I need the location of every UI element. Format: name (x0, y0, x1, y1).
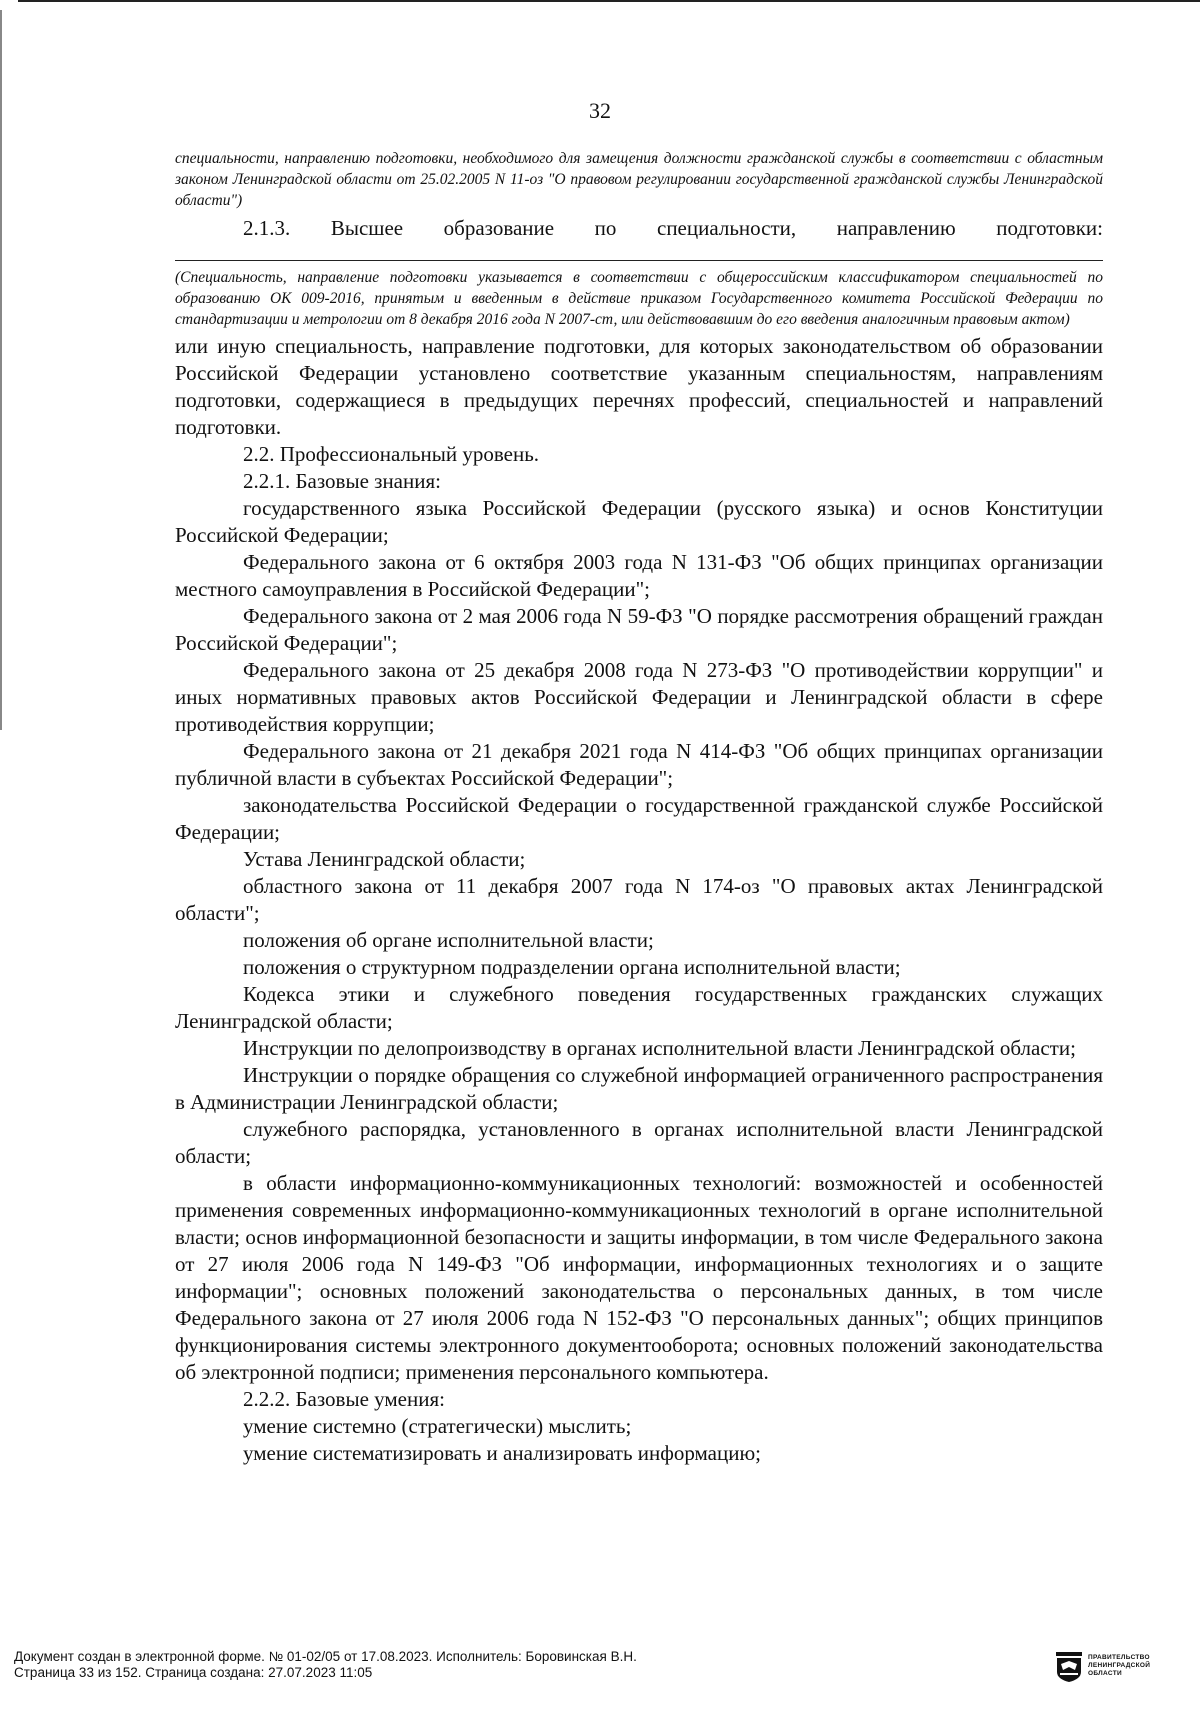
fill-in-line (175, 242, 1103, 261)
list-item: положения о структурном подразделении органа исполнительной власти; (243, 955, 901, 979)
list-item: Федерального закона от 2 мая 2006 года N 59-ФЗ "О порядке рассмотрения обращений граждан Российской Федерации"; (175, 604, 1103, 655)
top-border-line (18, 0, 1200, 2)
list-item: Федерального закона от 21 декабря 2021 года N 414-ФЗ "Об общих принципах организации публичной власти в субъектах Российской Федерации"; (175, 739, 1103, 790)
list-item: служебного распорядка, установленного в органах исполнительной власти Ленинградской области; (175, 1117, 1103, 1168)
government-logo (1056, 1652, 1150, 1682)
knowledge-list (175, 495, 1103, 1386)
list-item: положения об органе исполнительной власти; (243, 928, 654, 952)
document-footer (14, 1649, 637, 1681)
list-item: в области информационно-коммуникационных технологий: возможностей и особенностей применения современных информационно-коммуникационных технологий в органе исполнительной власти; основ информационной безопасности и защиты информации, в том числе Федерального закона от 27 июля 2006 года N 149-ФЗ "Об информации, информационных технологиях и о защите информации"; основных положений законодательства о персональных данных, в том числе Федерального закона от 27 июля 2006 года N 152-ФЗ "О персональных данных"; общих принципов функционирования системы электронного документооборота; основных положений законодательства об электронной подписи; применения персонального компьютера. (175, 1171, 1103, 1384)
section-2-1-3-heading: 2.1.3. Высшее образование по специальности, направлению подготовки: (243, 216, 1103, 240)
logo-caption (1088, 1654, 1150, 1678)
list-item: Федерального закона от 25 декабря 2008 года N 273-ФЗ "О противодействии коррупции" и иных нормативных правовых актов Российской Федерации и Ленинградской области в сфере противодействия коррупции; (175, 658, 1103, 736)
list-item: Кодекса этики и служебного поведения государственных гражданских служащих Ленинградской области; (175, 982, 1103, 1033)
list-item: умение системно (стратегически) мыслить; (243, 1414, 632, 1438)
list-item: умение систематизировать и анализировать информацию; (243, 1441, 762, 1465)
footer-line-2: Страница 33 из 152. Страница создана: 27.07.2023 11:05 (14, 1665, 373, 1680)
skills-list (175, 1413, 1103, 1467)
list-item: Федерального закона от 6 октября 2003 года N 131-ФЗ "Об общих принципах организации местного самоуправления в Российской Федерации"; (175, 550, 1103, 601)
list-item: Инструкции по делопроизводству в органах исполнительной власти Ленинградской области; (243, 1036, 1076, 1060)
section-2-2-2-heading: 2.2.2. Базовые умения: (243, 1387, 445, 1411)
list-item: Инструкции о порядке обращения со служебной информацией ограниченного распространения в Администрации Ленинградской области; (175, 1063, 1103, 1114)
coat-of-arms-icon (1056, 1652, 1082, 1682)
logo-line-2: ЛЕНИНГРАДСКОЙ (1088, 1662, 1151, 1669)
classifier-note: (Специальность, направление подготовки указывается в соответствии с общероссийским классификатором специальностей по образованию ОК 009-2016, принятым и введенным в действие приказом Государственного комитета Российской Федерации по стандартизации и метрологии от 8 декабря 2016 года N 2007-ст, или действовавшим до его введения аналогичным правовым актом) (175, 269, 1103, 328)
list-item: законодательства Российской Федерации о государственной гражданской службе Российской Федерации; (175, 793, 1103, 844)
list-item: Устава Ленинградской области; (243, 847, 526, 871)
list-item: областного закона от 11 декабря 2007 года N 174-оз "О правовых актах Ленинградской области"; (175, 874, 1103, 925)
section-2-2-heading: 2.2. Профессиональный уровень. (243, 442, 540, 466)
list-item: государственного языка Российской Федерации (русского языка) и основ Конституции Российской Федерации; (175, 496, 1103, 547)
document-body (175, 148, 1103, 1467)
section-2-2-1-heading: 2.2.1. Базовые знания: (243, 469, 441, 493)
page-number: 32 (589, 98, 611, 123)
logo-line-1: ПРАВИТЕЛЬСТВО (1088, 1654, 1150, 1661)
footer-line-1: Документ создан в электронной форме. № 01-02/05 от 17.08.2023. Исполнитель: Боровинская В.Н. (14, 1649, 637, 1664)
logo-line-3: ОБЛАСТИ (1088, 1670, 1122, 1677)
continuation-paragraph: или иную специальность, направление подготовки, для которых законодательством об образовании Российской Федерации установлено соответствие указанным специальностям, направлениям подготовки, содержащиеся в предыдущих перечнях профессий, специальностей и направлений подготовки. (175, 334, 1103, 439)
intro-note: специальности, направлению подготовки, необходимого для замещения должности гражданской службы в соответствии с областным законом Ленинградской области от 25.02.2005 N 11-оз "О правовом регулировании государственной гражданской службы Ленинградской области") (175, 150, 1103, 209)
